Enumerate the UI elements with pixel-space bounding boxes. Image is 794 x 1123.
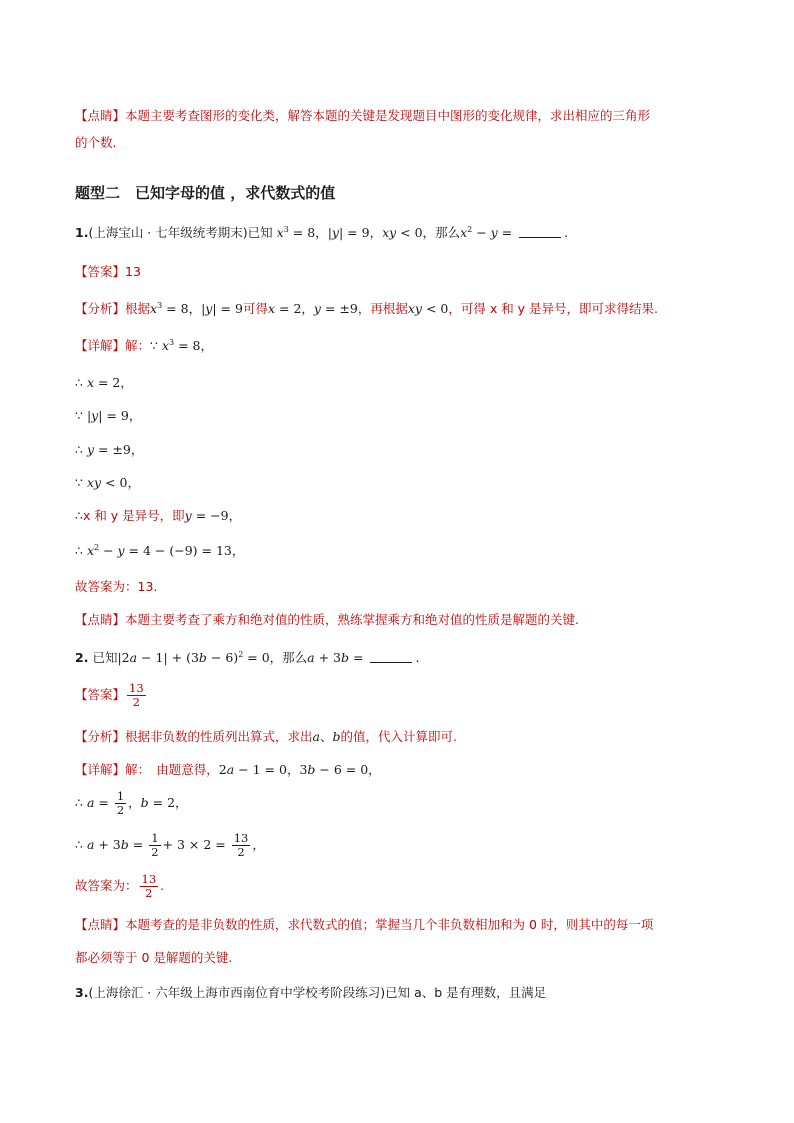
q1-comment-tag: 【点睛】 bbox=[75, 612, 126, 627]
q1-source: (上海宝山 · 七年级统考期末) bbox=[88, 225, 248, 240]
q2-step-1: ∴ a = $\frac{1}{2}$ ，b = 2， bbox=[75, 789, 188, 817]
q2-answer-tag: 【答案】 bbox=[75, 687, 126, 702]
q1-stem-lead: 已知 bbox=[247, 225, 273, 240]
q1-step-6: ∴ $x^2 - y = 4 - (-9) = 13$， bbox=[75, 543, 245, 558]
q1-analysis-d: ，可得 x 和 y 是异号，即可求得结果. bbox=[448, 301, 659, 316]
q2-answer-fraction: $\frac{13}{2}$ bbox=[129, 681, 144, 709]
q1-step-5-text: x 和 y 是异号，即 bbox=[82, 508, 185, 523]
q1-step-4: ∵ xy < 0， bbox=[75, 475, 140, 490]
q1-stem: 1.(上海宝山 · 七年级统考期末)已知 $x^3 = 8$，|y| = 9，xy < 0，那么$x^2 - y$ = . bbox=[75, 225, 569, 240]
q1-detail-lead: 解： bbox=[125, 338, 151, 353]
q2-number: 2. bbox=[75, 650, 89, 665]
q2-comment1: 本题考查的是非负数的性质，求代数式的值；掌握当几个非负数相加和为 0 时，则其中的每一项 bbox=[125, 917, 654, 932]
q2-step-2: ∴ a + 3b = $\frac{1}{2}$ + 3 × 2 = $\frac{13}{2}$ ， bbox=[75, 831, 265, 859]
q2-comment-line2 bbox=[75, 949, 232, 967]
q2-stem: 2. 已知$|2a - 1| + (3b - 6)^2 = 0$，那么a + 3b = . bbox=[75, 650, 420, 665]
q2-final-lead: 故答案为： bbox=[75, 878, 138, 893]
q1-answer: 13 bbox=[125, 264, 141, 279]
p0-comment-line1 bbox=[75, 107, 650, 125]
q2-comment2: 都必须等于 0 是解题的关键. bbox=[75, 950, 233, 965]
q2-detail-line: 【详解】解： 由题意得，2a − 1 = 0，3b − 6 = 0， bbox=[75, 762, 381, 777]
q1-final-line bbox=[75, 578, 157, 596]
q1-analysis-tag: 【分析】 bbox=[75, 301, 126, 316]
q1-analysis-c: ，再根据 bbox=[357, 301, 408, 316]
q2-detail-lead: 解： 由题意得， bbox=[125, 762, 219, 777]
q1-stem-then: ，那么 bbox=[422, 225, 461, 240]
q1-answer-tag: 【答案】 bbox=[75, 264, 126, 279]
q2-analysis-line: 【分析】根据非负数的性质列出算式，求出a、b的值，代入计算即可. bbox=[75, 729, 457, 744]
q2-final-line: 故答案为： $\frac{13}{2}$ . bbox=[75, 872, 165, 900]
q3-stem bbox=[75, 984, 546, 1002]
q1-step-5: ∴x 和 y 是异号，即y = −9， bbox=[75, 508, 242, 523]
q2-analysis-b: 的值，代入计算即可. bbox=[340, 729, 457, 744]
p0-comment-text1: 本题主要考查图形的变化类，解答本题的关键是发现题目中图形的变化规律，求出相应的三角形 bbox=[125, 108, 651, 123]
q1-analysis-line: 【分析】根据$x^3 = 8$，|y| = 9可得x = 2，y = ±9，再根据xy < 0，可得 x 和 y 是异号，即可求得结果. bbox=[75, 301, 659, 316]
p0-comment-tag: 【点睛】 bbox=[75, 108, 126, 123]
q1-answer-line bbox=[75, 263, 141, 281]
q3-source: (上海徐汇 · 六年级上海市西南位育中学校考阶段练习) bbox=[88, 985, 386, 1000]
q1-step-2: ∵ |y| = 9， bbox=[75, 408, 142, 423]
q2-answer-line bbox=[75, 682, 148, 709]
q1-final-lead: 故答案为： bbox=[75, 579, 138, 594]
q1-answer-blank bbox=[519, 225, 561, 238]
q2-detail-tag: 【详解】 bbox=[75, 762, 126, 777]
section-title: 题型二 已知字母的值 ，求代数式的值 bbox=[75, 184, 336, 202]
p0-comment-line2 bbox=[75, 134, 116, 152]
q1-step-3: ∴ y = ±9， bbox=[75, 442, 144, 457]
q3-number: 3. bbox=[75, 985, 89, 1000]
q1-analysis-a: 根据 bbox=[125, 301, 151, 316]
q2-comment-tag: 【点睛】 bbox=[75, 917, 126, 932]
q2-stem-then: ，那么 bbox=[269, 650, 308, 665]
q2-comment-line1 bbox=[75, 916, 653, 934]
q1-detail-line: 【详解】解：∵ $x^3 = 8$， bbox=[75, 338, 214, 353]
q1-comment: 本题主要考查了乘方和绝对值的性质，熟练掌握乘方和绝对值的性质是解题的关键. bbox=[125, 612, 579, 627]
q2-analysis-tag: 【分析】 bbox=[75, 729, 126, 744]
q2-stem-lead: 已知 bbox=[92, 650, 118, 665]
q1-final-value: 13. bbox=[137, 579, 158, 594]
q2-answer-blank bbox=[370, 650, 412, 663]
q2-analysis-a: 根据非负数的性质列出算式，求出 bbox=[125, 729, 313, 744]
q1-number: 1. bbox=[75, 225, 89, 240]
q1-comment-line bbox=[75, 611, 579, 629]
q1-detail-tag: 【详解】 bbox=[75, 338, 126, 353]
q1-analysis-b: 可得 bbox=[242, 301, 268, 316]
q1-step-1: ∴ x = 2， bbox=[75, 375, 133, 390]
p0-comment-text2: 的个数. bbox=[75, 135, 117, 150]
q3-stem-text: 已知 a、b 是有理数，且满足 bbox=[385, 985, 547, 1000]
